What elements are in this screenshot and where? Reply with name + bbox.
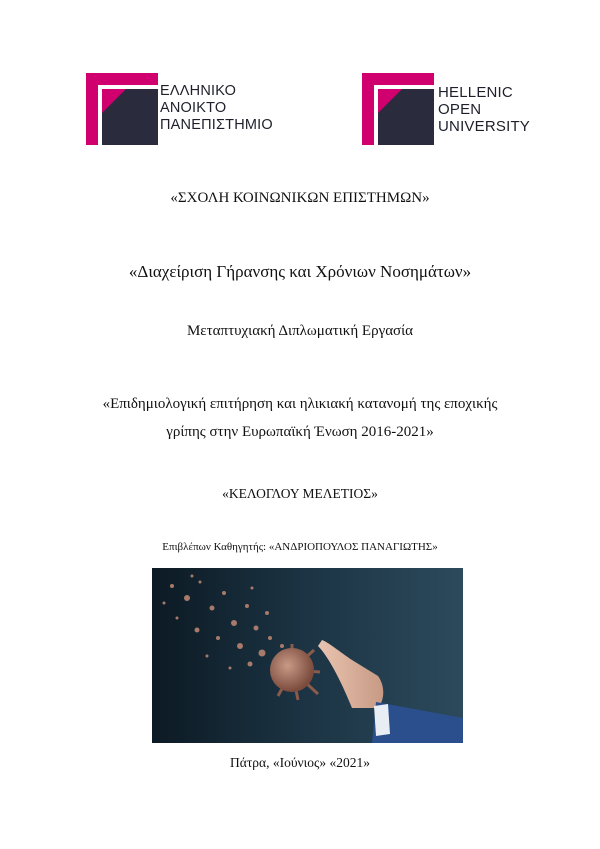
cover-illustration [152,568,463,743]
thesis-title-line-2: γρίπης στην Ευρωπαϊκή Ένωση 2016-2021» [166,424,434,440]
logo-line: UNIVERSITY [438,118,531,135]
logo-line: ΠΑΝΕΠΙΣΤΗΜΙΟ [160,117,273,133]
logo-line: HELLENIC [438,84,513,101]
logo-line: ΕΛΛΗΝΙΚΟ [160,83,237,99]
english-university-logo [362,73,542,145]
greek-university-logo [86,73,276,145]
author-name: «ΚΕΛΟΓΛΟΥ ΜΕΛΕΤΙΟΣ» [222,486,378,501]
thesis-title-line-1: «Επιδημιολογική επιτήρηση και ηλικιακή κατανομή της εποχικής [102,396,498,412]
virus-hand-illustration-icon [152,568,463,743]
place-and-date: Πάτρα, «Ιούνιος» «2021» [230,755,370,770]
supervisor-name: Επιβλέπων Καθηγητής: «ΑΝΔΡΙΟΠΟΥΛΟΣ ΠΑΝΑΓΙΩΤΗΣ» [162,541,438,553]
school-name: «ΣΧΟΛΗ ΚΟΙΝΩΝΙΚΩΝ ΕΠΙΣΤΗΜΩΝ» [170,190,430,206]
logo-line: OPEN [438,101,482,118]
thesis-type: Μεταπτυχιακή Διπλωματική Εργασία [186,323,414,339]
english-logo-text [438,84,530,135]
university-emblem-icon [86,73,158,145]
logo-line: ΑΝΟΙΚΤΟ [160,100,227,116]
program-name: «Διαχείριση Γήρανσης και Χρόνιων Νοσημάτων» [128,262,472,281]
greek-logo-text [160,83,273,134]
university-emblem-icon [362,73,434,145]
